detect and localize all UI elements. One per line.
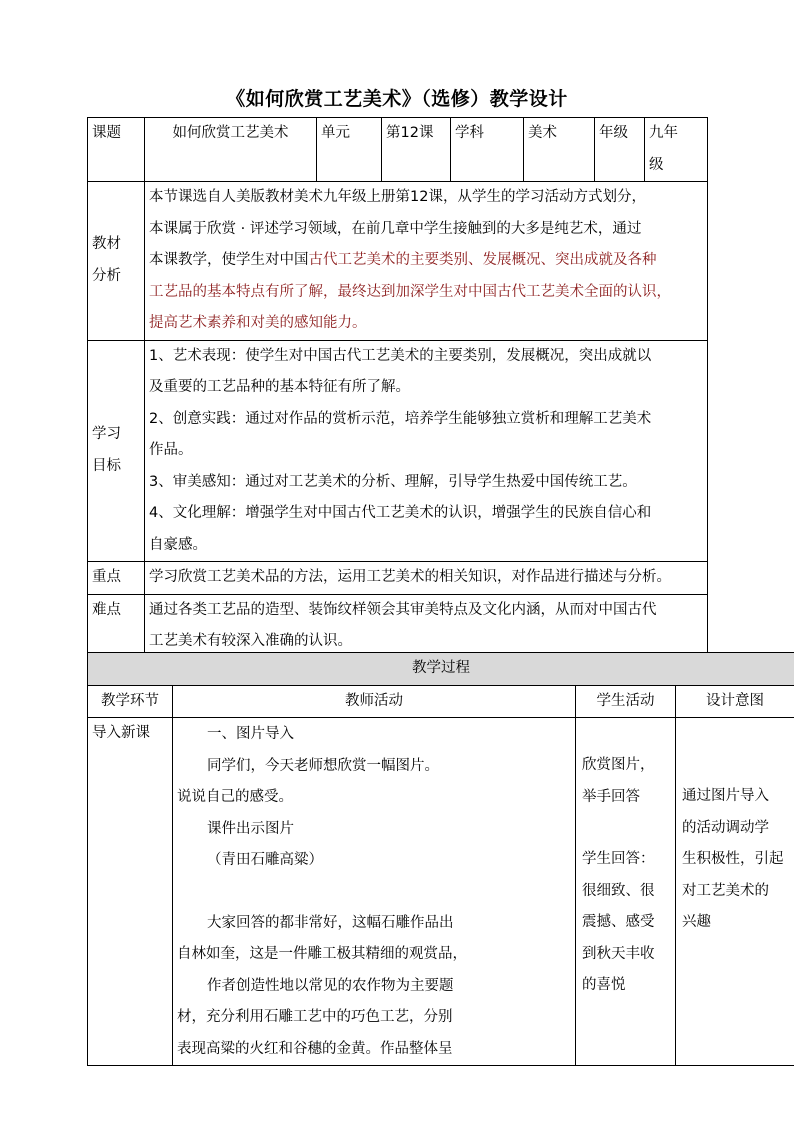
label-analysis (88, 182, 145, 341)
teacher-line6: 大家回答的都非常好，这幅石雕作品出 (207, 914, 454, 931)
objectives-row (88, 340, 708, 562)
label-objectives-line1: 学习 (92, 426, 121, 443)
label-grade: 年级 (595, 118, 645, 182)
objective-2-line1: 2、创意实践：通过对作品的赏析示范，培养学生能够独立赏析和理解工艺美术 (149, 410, 652, 427)
unit-value: 第12课 (382, 118, 451, 182)
intent-cell (676, 718, 794, 1066)
teacher-line3: 说说自己的感受。 (177, 789, 293, 805)
col-student: 学生活动 (576, 685, 676, 718)
analysis-line3-a: 本课教学，使学生对中国 (149, 252, 309, 268)
difficulty-line2: 工艺美术有较深入准确的认识。 (149, 633, 352, 649)
analysis-line3 (149, 245, 703, 277)
grade-value (645, 118, 708, 182)
process-header-row (88, 653, 794, 686)
difficulty-row (88, 594, 708, 658)
teacher-line9: 材，充分利用石雕工艺中的巧色工艺，分别 (177, 1009, 453, 1025)
student-line6: 到秋天丰收 (582, 945, 655, 962)
teacher-spacer (177, 877, 571, 908)
stage-cell: 导入新课 (88, 718, 173, 1066)
analysis-text (145, 182, 708, 341)
teacher-line7: 自林如奎，这是一件雕工极其精细的观赏品， (177, 946, 467, 962)
subject-value: 美术 (524, 118, 595, 182)
label-analysis-line1: 教材 (92, 236, 121, 253)
process-columns-row (88, 685, 794, 718)
key-point-row (88, 562, 708, 595)
label-objectives (88, 340, 145, 562)
intent-line3: 生积极性，引起 (682, 851, 784, 867)
objective-2-line2: 作品。 (149, 442, 193, 458)
objectives-text (145, 340, 708, 562)
teacher-line10: 表现高粱的火红和谷穗的金黄。作品整体呈 (177, 1040, 453, 1057)
label-unit: 单元 (317, 118, 382, 182)
objective-4-line2: 自豪感。 (149, 536, 207, 553)
teacher-line2: 同学们，今天老师想欣赏一幅图片。 (207, 757, 439, 774)
analysis-line2: 本课属于欣赏 · 评述学习领域，在前几章中学生接触到的大多是纯艺术，通过 (149, 220, 642, 237)
student-line4: 很细致、很 (582, 882, 655, 899)
teacher-line1: 一、图片导入 (207, 726, 294, 742)
course-info-table (87, 117, 708, 659)
topic-value: 如何欣赏工艺美术 (145, 118, 317, 182)
teacher-line8: 作者创造性地以常见的农作物为主要题 (207, 977, 454, 994)
grade-line2: 级 (649, 156, 664, 173)
grade-line1: 九年 (649, 125, 678, 141)
label-key-point: 重点 (88, 562, 145, 595)
analysis-line3-b: 古代工艺美术的主要类别、发展概况、突出成就及各种 (308, 252, 657, 268)
intent-line4: 对工艺美术的 (682, 882, 769, 899)
student-line1: 欣赏图片， (582, 757, 655, 773)
student-line5: 震撼、感受 (582, 914, 655, 930)
process-table (87, 652, 794, 1066)
label-difficulty: 难点 (88, 594, 145, 658)
difficulty-line1: 通过各类工艺品的造型、装饰纹样领会其审美特点及文化内涵，从而对中国古代 (149, 601, 657, 618)
page-title: 《如何欣赏工艺美术》（选修）教学设计 (226, 88, 568, 110)
student-cell (576, 718, 676, 1066)
teacher-line5: （青田石雕高粱） (207, 852, 323, 868)
key-point-text: 学习欣赏工艺美术品的方法，运用工艺美术的相关知识，对作品进行描述与分析。 (145, 562, 708, 595)
col-teacher: 教师活动 (173, 685, 576, 718)
student-spacer (582, 813, 671, 844)
difficulty-text (145, 594, 708, 658)
process-intro-row (88, 718, 794, 1066)
intent-line2: 的活动调动学 (682, 819, 769, 836)
analysis-line4: 工艺品的基本特点有所了解，最终达到加深学生对中国古代工艺美术全面的认识， (149, 283, 671, 300)
process-header: 教学过程 (88, 653, 794, 686)
student-line7: 的喜悦 (582, 977, 626, 993)
header-row (88, 118, 708, 182)
label-analysis-line2: 分析 (92, 267, 121, 284)
student-line3: 学生回答： (582, 851, 655, 867)
objective-1-line2: 及重要的工艺品种的基本特征有所了解。 (149, 379, 410, 395)
intent-line1: 通过图片导入 (682, 788, 769, 804)
analysis-line5: 提高艺术素养和对美的感知能力。 (149, 315, 367, 331)
intent-line5: 兴趣 (682, 914, 711, 930)
objective-3: 3、审美感知：通过对工艺美术的分析、理解，引导学生热爱中国传统工艺。 (149, 473, 637, 490)
analysis-row (88, 182, 708, 341)
col-intent: 设计意图 (676, 685, 794, 718)
label-topic: 课题 (88, 118, 145, 182)
objective-4-line1: 4、文化理解：增强学生对中国古代工艺美术的认识，增强学生的民族自信心和 (149, 505, 652, 521)
col-stage: 教学环节 (88, 685, 173, 718)
analysis-line1: 本节课选自人美版教材美术九年级上册第12课，从学生的学习活动方式划分， (149, 189, 646, 205)
label-subject: 学科 (451, 118, 524, 182)
teacher-line4: 课件出示图片 (207, 820, 294, 837)
objective-1-line1: 1、艺术表现：使学生对中国古代工艺美术的主要类别，发展概况，突出成就以 (149, 347, 652, 364)
teacher-cell (173, 718, 576, 1066)
student-line2: 举手回答 (582, 788, 640, 805)
label-objectives-line2: 目标 (92, 457, 121, 474)
